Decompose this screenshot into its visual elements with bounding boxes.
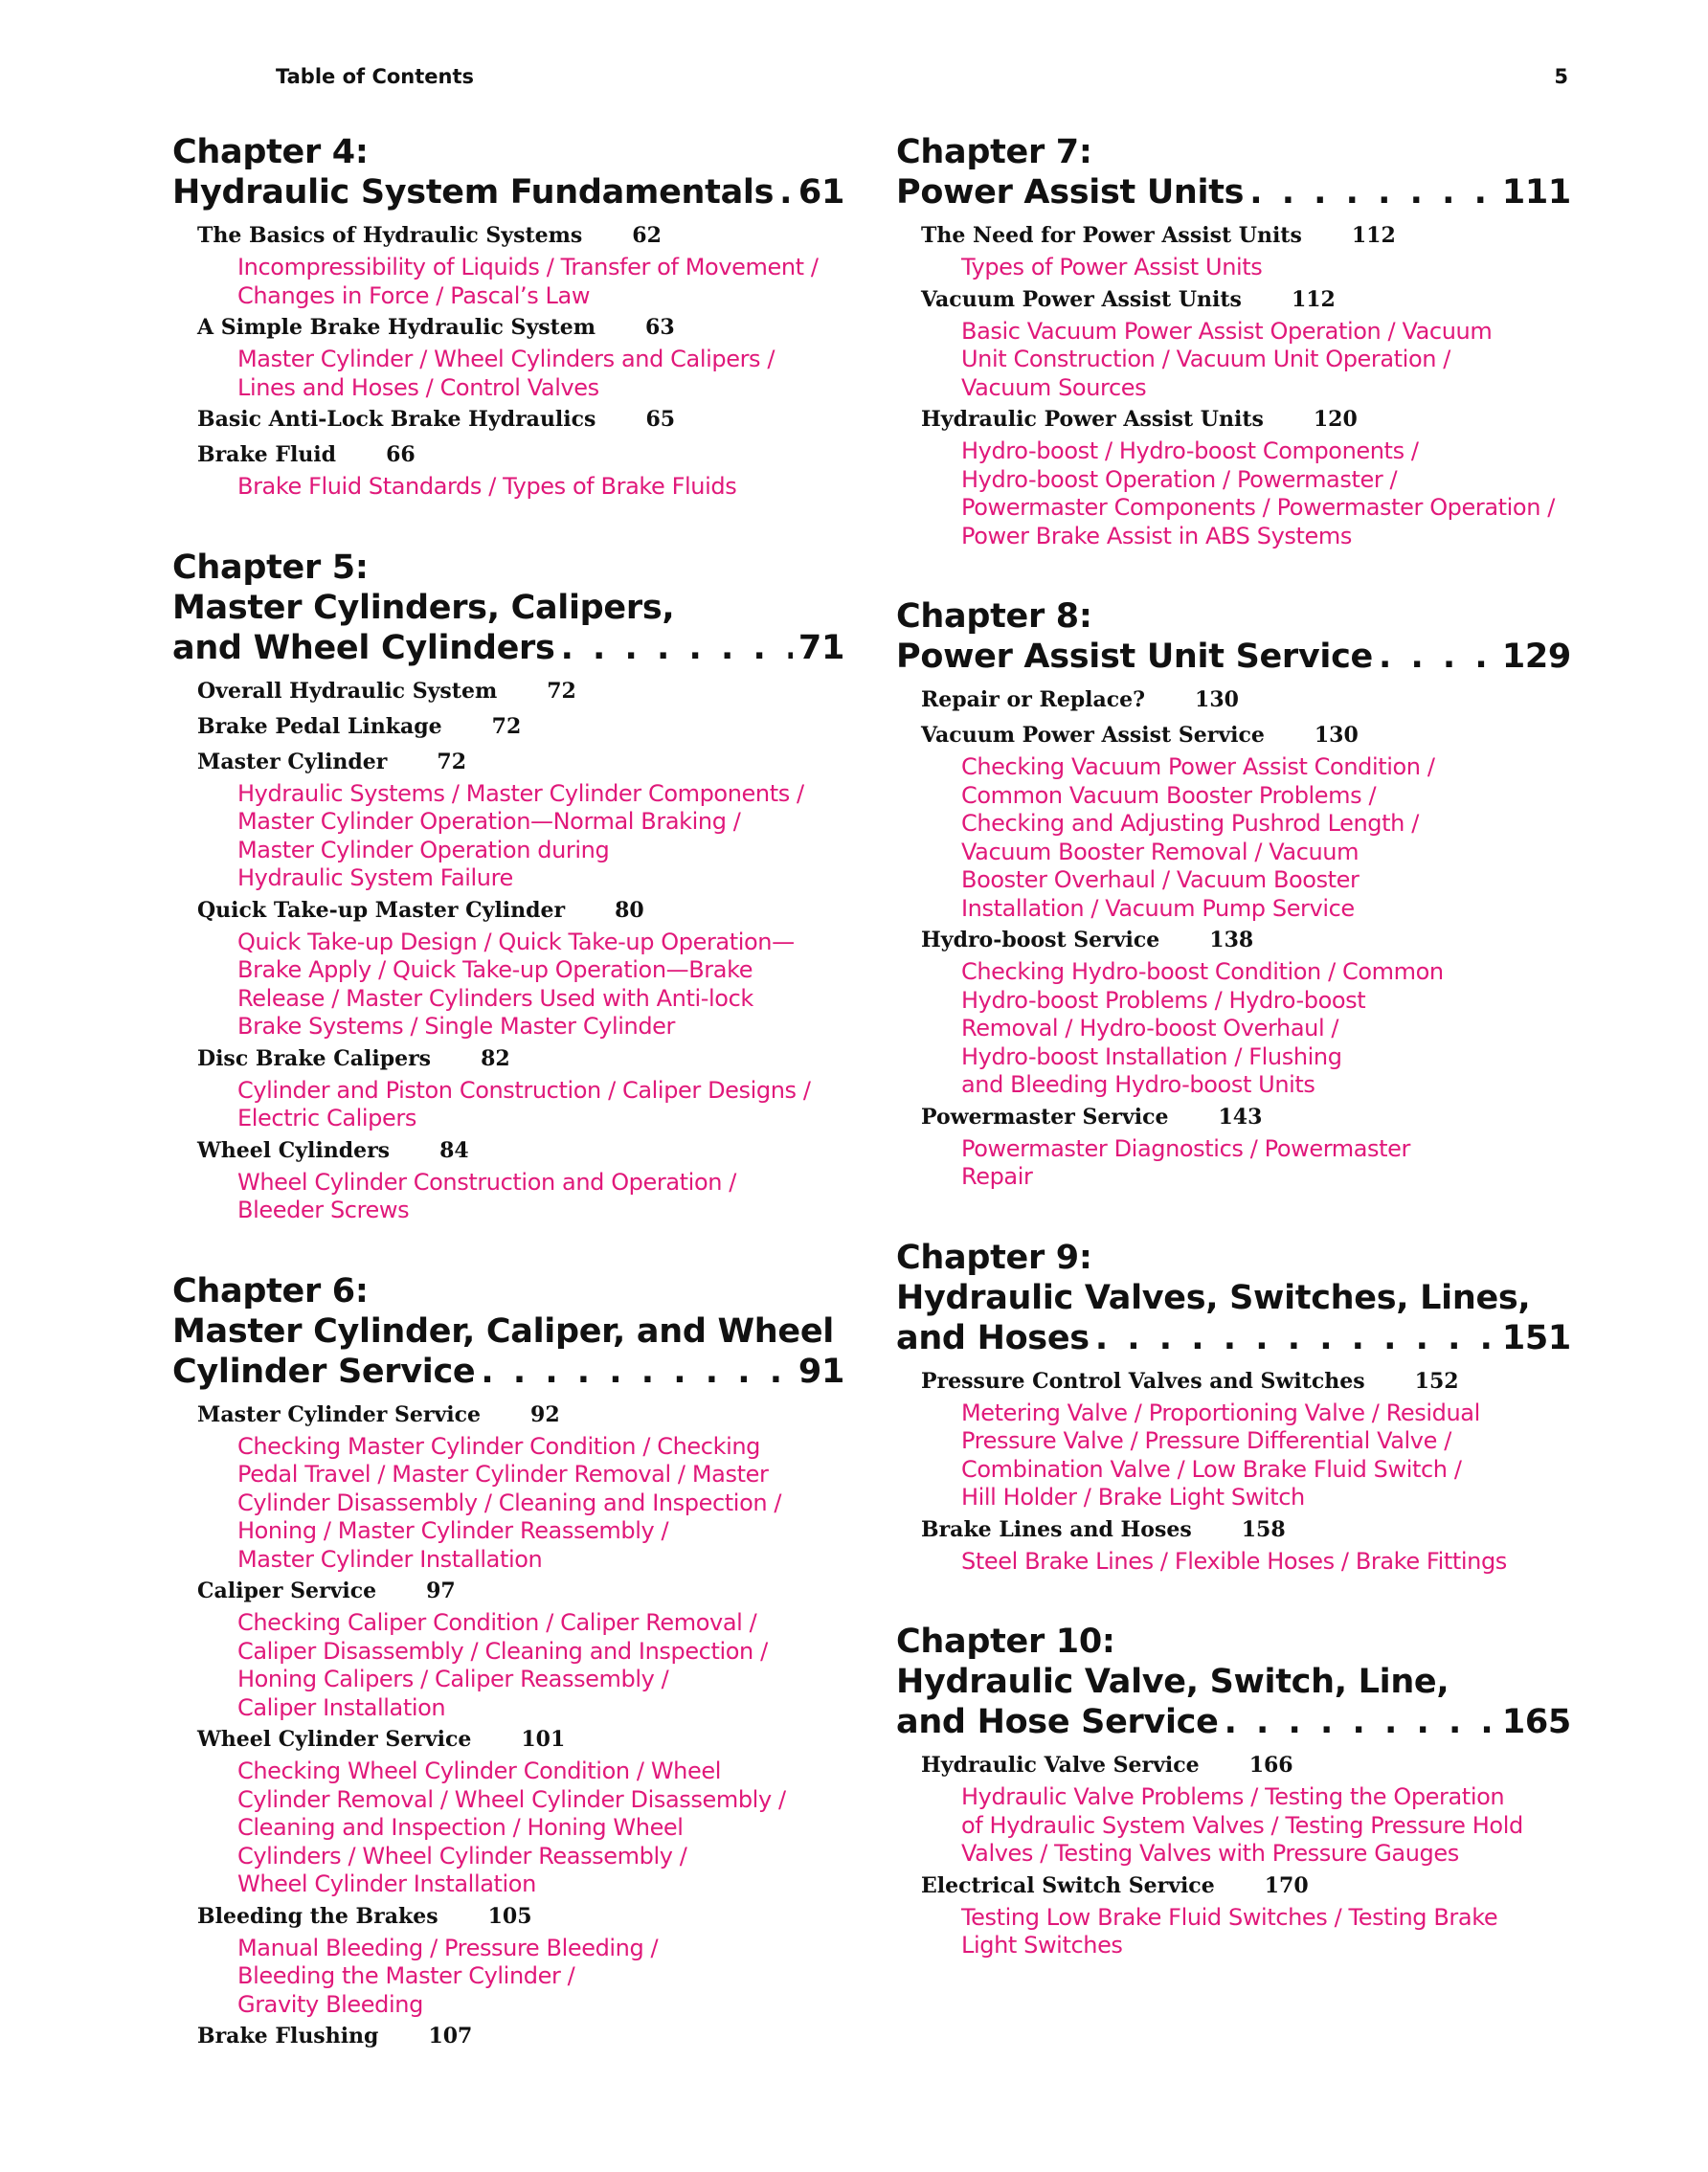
topic-list (961, 1904, 1571, 1960)
chapter-entry (896, 132, 1571, 550)
chapter-title-line: Hydraulic Valves, Switches, Lines, (896, 1278, 1531, 1317)
section-entry (921, 1869, 1571, 1960)
section-heading (921, 1364, 1571, 1399)
topic-line: Wheel Cylinder Installation (237, 1870, 536, 1897)
section-entry (197, 1899, 844, 2020)
section-heading (197, 1398, 844, 1433)
topic-line: Hill Holder / Brake Light Switch (961, 1484, 1305, 1511)
section-entry (921, 1512, 1571, 1577)
topic-line: Checking Caliper Condition / Caliper Removal / (237, 1609, 757, 1636)
topic-line: Checking and Adjusting Pushrod Length / (961, 810, 1419, 837)
topic-line: Installation / Vacuum Pump Service (961, 894, 1355, 922)
chapter-heading (896, 132, 1571, 213)
section-page-number: 152 (1414, 1368, 1459, 1394)
running-header (276, 65, 1568, 94)
topic-list (961, 437, 1571, 550)
section-heading (197, 709, 844, 745)
section-heading (921, 218, 1571, 254)
section-page-number: 138 (1209, 928, 1254, 952)
section-heading (197, 402, 844, 437)
chapter-title-last-line (896, 1702, 1571, 1742)
topic-list (237, 1758, 844, 1899)
chapter-title-line: Hydraulic System Fundamentals (172, 173, 775, 212)
chapter-title-line: and Hose Service (896, 1703, 1219, 1741)
chapter-title-line: and Wheel Cylinders (172, 628, 555, 667)
section-heading (197, 745, 844, 780)
section-page-number: 72 (437, 749, 467, 774)
section-entry (921, 402, 1571, 550)
topic-list (237, 1935, 844, 2020)
topic-line: Unit Construction / Vacuum Unit Operation / (961, 346, 1450, 372)
section-page-number: 66 (386, 442, 416, 467)
chapter-title-line: Power Assist Unit Service (896, 638, 1373, 676)
section-title: Repair or Replace? (921, 687, 1146, 712)
section-title: Vacuum Power Assist Service (921, 723, 1265, 748)
section-entry (921, 923, 1571, 1100)
section-heading (197, 1041, 844, 1077)
topic-line: Testing Low Brake Fluid Switches / Testing Brake (961, 1903, 1498, 1931)
section-heading (197, 893, 844, 929)
chapter-title-line: Chapter 6: (172, 1271, 369, 1310)
topic-line: Hydraulic Systems / Master Cylinder Components / (237, 779, 804, 807)
dot-leader (1095, 1318, 1496, 1358)
topic-line: Hydraulic Valve Problems / Testing the Operation (961, 1783, 1505, 1810)
topic-line: Hydro-boost / Hydro-boost Components / (961, 437, 1419, 464)
section-page-number: 120 (1313, 407, 1358, 432)
section-page-number: 82 (481, 1045, 510, 1071)
section-list (896, 683, 1571, 1192)
topic-list (237, 254, 844, 310)
topic-line: Power Brake Assist in ABS Systems (961, 522, 1352, 549)
section-title: Caliper Service (197, 1579, 377, 1603)
chapter-heading (172, 548, 844, 668)
section-page-number: 72 (547, 678, 576, 704)
section-page-number: 62 (632, 223, 662, 248)
section-page-number: 112 (1291, 286, 1336, 312)
topic-line: Checking Wheel Cylinder Condition / Wheel (237, 1758, 721, 1784)
topic-line: of Hydraulic System Valves / Testing Pressure Hold (961, 1811, 1523, 1839)
dot-leader (1249, 172, 1496, 213)
topic-line: Basic Vacuum Power Assist Operation / Vacuum (961, 317, 1493, 345)
topic-line: Removal / Hydro-boost Overhaul / (961, 1015, 1339, 1041)
section-title: Master Cylinder (197, 749, 388, 774)
folio-page-number: 5 (1554, 65, 1568, 88)
topic-list (961, 1548, 1571, 1577)
topic-list (961, 254, 1571, 282)
section-page-number: 101 (521, 1727, 566, 1752)
chapter-title-last-line (172, 172, 844, 213)
topic-list (237, 1433, 844, 1575)
section-entry (197, 674, 844, 709)
topic-list (237, 1169, 844, 1225)
topic-list (237, 1609, 844, 1722)
section-title: Hydro-boost Service (921, 928, 1160, 952)
topic-line: Gravity Bleeding (237, 1990, 423, 2018)
topic-line: Cylinder Removal / Wheel Cylinder Disassembly / (237, 1785, 786, 1813)
topic-line: Incompressibility of Liquids / Transfer of Movement / (237, 254, 819, 280)
chapter-title-last-line (896, 172, 1571, 213)
topic-line: Booster Overhaul / Vacuum Booster (961, 866, 1360, 893)
section-heading (197, 1133, 844, 1169)
chapter-title-line: Hydraulic Valve, Switch, Line, (896, 1663, 1450, 1701)
section-title: The Need for Power Assist Units (921, 223, 1302, 248)
topic-list (961, 318, 1571, 403)
chapter-entry (896, 1238, 1571, 1577)
section-title: Hydraulic Power Assist Units (921, 407, 1264, 432)
section-page-number: 65 (645, 407, 676, 432)
chapter-title-line: Chapter 10: (896, 1623, 1115, 1661)
topic-line: Steel Brake Lines / Flexible Hoses / Brake Fittings (961, 1547, 1507, 1575)
section-heading (921, 1512, 1571, 1548)
chapter-title-line: Chapter 5: (172, 548, 369, 587)
topic-line: Checking Master Cylinder Condition / Checking (237, 1432, 760, 1460)
chapter-page-number: 71 (798, 628, 844, 667)
section-heading (197, 310, 844, 346)
dot-leader (561, 628, 793, 668)
chapter-heading (172, 1271, 844, 1392)
section-page-number: 92 (530, 1401, 560, 1427)
topic-list (237, 473, 844, 502)
section-entry (197, 218, 844, 310)
chapter-title-last-line (172, 628, 844, 668)
section-page-number: 97 (426, 1579, 456, 1603)
topic-line: Vacuum Booster Removal / Vacuum (961, 838, 1360, 865)
topic-line: Changes in Force / Pascal’s Law (237, 281, 591, 309)
topic-line: Hydro-boost Installation / Flushing (961, 1042, 1342, 1070)
chapter-title-last-line (172, 1352, 844, 1392)
section-title: Wheel Cylinders (197, 1137, 391, 1163)
chapter-entry (172, 132, 844, 502)
topic-line: Master Cylinder / Wheel Cylinders and Calipers / (237, 346, 775, 372)
section-entry (197, 1722, 844, 1899)
section-page-number: 80 (615, 897, 644, 923)
chapter-entry (896, 596, 1571, 1192)
topic-line: Powermaster Components / Powermaster Operation / (961, 494, 1555, 521)
section-title: The Basics of Hydraulic Systems (197, 223, 583, 248)
section-entry (197, 2019, 844, 2054)
section-heading (921, 282, 1571, 318)
section-page-number: 166 (1248, 1753, 1293, 1778)
section-entry (197, 1398, 844, 1575)
chapter-entry (896, 1622, 1571, 1960)
topic-line: Hydro-boost Problems / Hydro-boost (961, 986, 1366, 1014)
section-heading (921, 1748, 1571, 1783)
section-heading (921, 923, 1571, 958)
section-heading (921, 683, 1571, 718)
section-title: Brake Flushing (197, 2024, 379, 2049)
chapter-page-number: 165 (1501, 1703, 1571, 1741)
section-list (172, 674, 844, 1225)
topic-line: Master Cylinder Installation (237, 1545, 543, 1573)
topic-line: Quick Take-up Design / Quick Take-up Operation— (237, 928, 795, 955)
section-entry (197, 437, 844, 502)
topic-list (237, 346, 844, 402)
section-entry (921, 1364, 1571, 1512)
topic-list (961, 958, 1571, 1100)
section-page-number: 105 (487, 1903, 532, 1929)
chapter-page-number: 151 (1501, 1318, 1571, 1357)
topic-list (237, 929, 844, 1041)
section-title: Brake Fluid (197, 442, 337, 467)
section-page-number: 84 (439, 1137, 469, 1163)
section-heading (197, 1722, 844, 1758)
section-heading (921, 1869, 1571, 1904)
section-page-number: 72 (491, 713, 522, 739)
topic-line: Honing Calipers / Caliper Reassembly / (237, 1666, 669, 1692)
topic-line: Pressure Valve / Pressure Differential Valve / (961, 1427, 1451, 1454)
topic-line: Hydro-boost Operation / Powermaster / (961, 465, 1398, 493)
topic-line: Brake Fluid Standards / Types of Brake Fluids (237, 473, 737, 500)
section-entry (197, 709, 844, 745)
topic-list (961, 1783, 1571, 1869)
topic-line: Valves / Testing Valves with Pressure Gauges (961, 1840, 1459, 1867)
topic-line: Electric Calipers (237, 1105, 416, 1131)
chapter-title-line: Chapter 4: (172, 133, 369, 171)
section-list (172, 1398, 844, 2055)
section-entry (921, 282, 1571, 403)
section-page-number: 63 (645, 315, 675, 340)
topic-line: Vacuum Sources (961, 373, 1147, 401)
dot-leader (779, 172, 793, 213)
section-title: Disc Brake Calipers (197, 1045, 432, 1071)
chapter-title-line: Cylinder Service (172, 1352, 476, 1391)
topic-line: Bleeding the Master Cylinder / (237, 1962, 575, 1989)
topic-line: Repair (961, 1163, 1033, 1190)
chapter-title-line: Chapter 7: (896, 133, 1092, 171)
section-title: Pressure Control Valves and Switches (921, 1368, 1365, 1394)
section-list (896, 1364, 1571, 1577)
chapter-title-line: Chapter 9: (896, 1238, 1092, 1277)
topic-line: Combination Valve / Low Brake Fluid Switch / (961, 1455, 1462, 1483)
chapter-title-line: Master Cylinder, Caliper, and Wheel (172, 1311, 834, 1351)
topic-line: Manual Bleeding / Pressure Bleeding / (237, 1934, 659, 1961)
topic-line: Master Cylinder Operation during (237, 836, 610, 863)
chapter-heading (896, 1622, 1571, 1742)
section-title: A Simple Brake Hydraulic System (197, 315, 596, 340)
topic-line: Caliper Installation (237, 1693, 446, 1721)
chapter-page-number: 61 (798, 173, 844, 212)
section-heading (197, 1899, 844, 1935)
section-page-number: 130 (1195, 687, 1239, 712)
chapter-title-last-line (896, 1318, 1571, 1358)
topic-line: Cleaning and Inspection / Honing Wheel (237, 1814, 684, 1841)
chapter-heading (896, 596, 1571, 677)
section-heading (921, 402, 1571, 437)
topic-list (237, 780, 844, 893)
topic-line: Light Switches (961, 1932, 1123, 1959)
topic-line: Powermaster Diagnostics / Powermaster (961, 1134, 1410, 1162)
section-page-number: 130 (1314, 723, 1359, 748)
section-entry (921, 683, 1571, 718)
section-page-number: 143 (1218, 1104, 1263, 1130)
section-title: Electrical Switch Service (921, 1872, 1215, 1898)
topic-line: Hydraulic System Failure (237, 864, 513, 891)
topic-line: and Bleeding Hydro-boost Units (961, 1071, 1315, 1098)
section-entry (921, 718, 1571, 923)
section-title: Bleeding the Brakes (197, 1903, 438, 1929)
section-title: Powermaster Service (921, 1104, 1169, 1130)
chapter-page-number: 111 (1501, 173, 1571, 212)
section-list (896, 1748, 1571, 1960)
chapter-title-line: Power Assist Units (896, 173, 1245, 212)
section-title: Overall Hydraulic System (197, 678, 498, 704)
chapter-page-number: 91 (798, 1352, 844, 1391)
section-entry (197, 1574, 844, 1722)
topic-line: Brake Systems / Single Master Cylinder (237, 1013, 675, 1040)
topic-line: Cylinders / Wheel Cylinder Reassembly / (237, 1842, 687, 1870)
section-entry (921, 1100, 1571, 1192)
chapter-heading (172, 132, 844, 213)
section-entry (197, 1133, 844, 1225)
topic-line: Brake Apply / Quick Take-up Operation—Brake (237, 956, 753, 983)
chapter-heading (896, 1238, 1571, 1358)
section-heading (921, 1100, 1571, 1135)
toc-column-left (172, 132, 844, 2100)
section-entry (197, 310, 844, 402)
section-page-number: 170 (1264, 1872, 1309, 1898)
topic-line: Checking Hydro-boost Condition / Common (961, 958, 1444, 985)
section-heading (197, 218, 844, 254)
topic-line: Cylinder Disassembly / Cleaning and Inspection / (237, 1489, 782, 1516)
chapter-title-line: and Hoses (896, 1318, 1090, 1357)
section-title: Basic Anti-Lock Brake Hydraulics (197, 407, 596, 432)
section-title: Vacuum Power Assist Units (921, 286, 1242, 312)
chapter-title-line: Master Cylinders, Calipers, (172, 588, 675, 627)
topic-line: Release / Master Cylinders Used with Anti-lock (237, 984, 753, 1012)
section-title: Brake Lines and Hoses (921, 1516, 1192, 1542)
section-title: Brake Pedal Linkage (197, 713, 442, 739)
section-page-number: 107 (428, 2024, 473, 2049)
chapter-entry (172, 1271, 844, 2055)
chapter-page-number: 129 (1501, 638, 1571, 676)
section-list (172, 218, 844, 502)
section-page-number: 112 (1351, 223, 1396, 248)
section-heading (197, 2019, 844, 2054)
section-heading (921, 718, 1571, 753)
section-title: Master Cylinder Service (197, 1401, 482, 1427)
topic-line: Pedal Travel / Master Cylinder Removal / Master (237, 1461, 769, 1488)
toc-column-right (896, 132, 1571, 2006)
section-list (896, 218, 1571, 550)
section-title: Hydraulic Valve Service (921, 1753, 1200, 1778)
topic-line: Common Vacuum Booster Problems / (961, 781, 1377, 809)
dot-leader (1225, 1702, 1496, 1742)
running-title: Table of Contents (276, 65, 475, 88)
topic-list (961, 753, 1571, 923)
topic-list (961, 1135, 1571, 1192)
chapter-title-last-line (896, 637, 1571, 677)
section-entry (197, 402, 844, 437)
section-heading (197, 1574, 844, 1609)
section-title: Quick Take-up Master Cylinder (197, 897, 566, 923)
topic-line: Master Cylinder Operation—Normal Braking / (237, 808, 741, 835)
topic-list (961, 1399, 1571, 1512)
section-entry (197, 1041, 844, 1133)
topic-list (237, 1077, 844, 1133)
section-page-number: 158 (1241, 1516, 1286, 1542)
topic-line: Types of Power Assist Units (961, 254, 1263, 280)
section-entry (197, 745, 844, 893)
dot-leader (481, 1352, 793, 1392)
chapter-entry (172, 548, 844, 1225)
dot-leader (1379, 637, 1496, 677)
topic-line: Metering Valve / Proportioning Valve / Residual (961, 1399, 1480, 1426)
topic-line: Wheel Cylinder Construction and Operation / (237, 1168, 736, 1196)
topic-line: Honing / Master Cylinder Reassembly / (237, 1517, 669, 1544)
topic-line: Caliper Disassembly / Cleaning and Inspection / (237, 1637, 768, 1665)
section-heading (197, 674, 844, 709)
topic-line: Checking Vacuum Power Assist Condition / (961, 753, 1435, 780)
section-entry (921, 218, 1571, 282)
topic-line: Lines and Hoses / Control Valves (237, 373, 599, 401)
section-heading (197, 437, 844, 473)
section-entry (197, 893, 844, 1041)
chapter-title-line: Chapter 8: (896, 597, 1092, 636)
topic-line: Cylinder and Piston Construction / Caliper Designs / (237, 1076, 811, 1104)
topic-line: Bleeder Screws (237, 1197, 410, 1223)
section-title: Wheel Cylinder Service (197, 1727, 472, 1752)
section-entry (921, 1748, 1571, 1869)
